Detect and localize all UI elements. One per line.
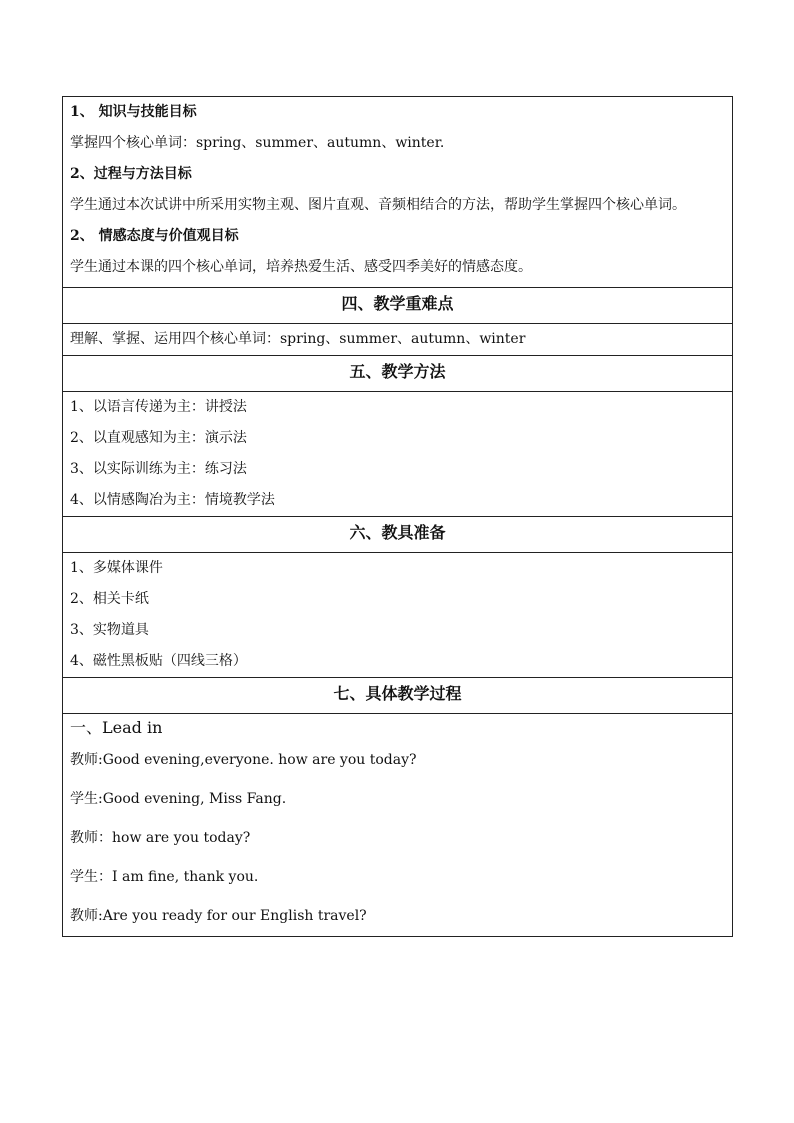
- method-item: 2、以直观感知为主：演示法: [70, 430, 247, 446]
- key-points-text: 理解、掌握、运用四个核心单词：spring、summer、autumn、winter: [70, 331, 526, 347]
- method-item: 4、以情感陶冶为主：情境教学法: [70, 492, 275, 508]
- materials-header-row: [63, 517, 733, 553]
- dialogue-line: 学生:Good evening, Miss Fang.: [70, 791, 287, 807]
- objective-heading-emotion: 2、 情感态度与价值观目标: [70, 228, 239, 244]
- methods-heading: 五、教学方法: [63, 356, 733, 392]
- objective-heading-knowledge: 1、 知识与技能目标: [70, 104, 197, 120]
- methods-row: [63, 392, 733, 517]
- material-item: 2、相关卡纸: [70, 591, 149, 607]
- key-points-heading: 四、教学重难点: [63, 288, 733, 324]
- material-item: 3、实物道具: [70, 622, 149, 638]
- methods-cell: [63, 392, 733, 517]
- method-item: 3、以实际训练为主：练习法: [70, 461, 247, 477]
- material-item: 1、多媒体课件: [70, 560, 163, 576]
- dialogue-line: 教师:Are you ready for our English travel?: [70, 908, 367, 924]
- key-points-row: [63, 324, 733, 356]
- lesson-plan-page: [62, 96, 733, 937]
- lead-in-heading: 一、Lead in: [70, 718, 163, 737]
- objective-text-knowledge: 掌握四个核心单词：spring、summer、autumn、winter.: [70, 135, 445, 151]
- process-heading: 七、具体教学过程: [63, 678, 733, 714]
- objective-text-process: 学生通过本次试讲中所采用实物主观、图片直观、音频相结合的方法，帮助学生掌握四个核心单词。: [70, 197, 686, 213]
- key-points-header-row: [63, 288, 733, 324]
- methods-header-row: [63, 356, 733, 392]
- process-header-row: [63, 678, 733, 714]
- process-row: [63, 714, 733, 937]
- materials-heading: 六、教具准备: [63, 517, 733, 553]
- objective-text-emotion: 学生通过本课的四个核心单词，培养热爱生活、感受四季美好的情感态度。: [70, 259, 532, 275]
- objectives-cell: [63, 97, 733, 288]
- lesson-plan-table: [62, 96, 733, 937]
- dialogue-line: 教师：how are you today?: [70, 830, 251, 846]
- materials-cell: [63, 553, 733, 678]
- materials-row: [63, 553, 733, 678]
- objective-heading-process: 2、过程与方法目标: [70, 166, 192, 182]
- objectives-row: [63, 97, 733, 288]
- key-points-cell: [63, 324, 733, 356]
- method-item: 1、以语言传递为主：讲授法: [70, 399, 247, 415]
- material-item: 4、磁性黑板贴（四线三格）: [70, 653, 247, 669]
- dialogue-line: 学生：I am fine, thank you.: [70, 869, 259, 885]
- dialogue-line: 教师:Good evening,everyone. how are you today?: [70, 752, 417, 768]
- process-cell: [63, 714, 733, 937]
